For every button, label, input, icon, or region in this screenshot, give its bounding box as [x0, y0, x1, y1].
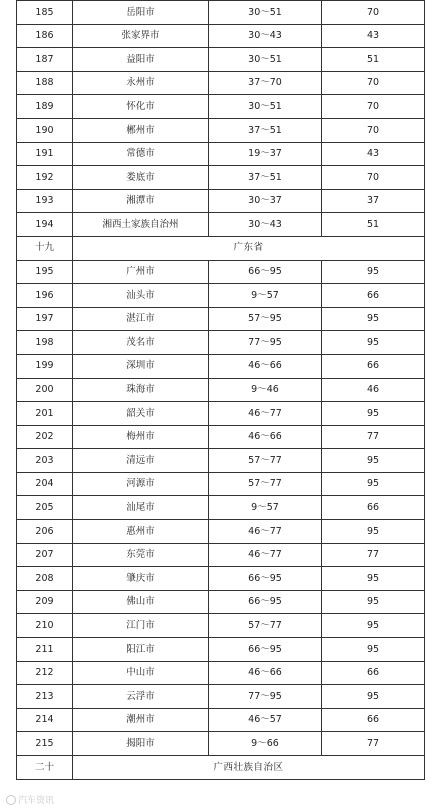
range-cell: 46～57	[209, 708, 322, 732]
table-row	[17, 213, 425, 237]
range-cell: 19～37	[209, 142, 322, 166]
city-name-cell: 广州市	[73, 260, 209, 284]
row-number-cell: 206	[17, 520, 73, 544]
city-name-cell: 潮州市	[73, 708, 209, 732]
value-cell: 43	[322, 142, 425, 166]
value-cell: 37	[322, 189, 425, 213]
table-row	[17, 354, 425, 378]
city-name-cell: 深圳市	[73, 354, 209, 378]
city-name-cell: 茂名市	[73, 331, 209, 355]
value-cell: 95	[322, 472, 425, 496]
row-number-cell: 207	[17, 543, 73, 567]
table-row	[17, 402, 425, 426]
row-number-cell: 201	[17, 402, 73, 426]
value-cell: 95	[322, 614, 425, 638]
value-cell: 95	[322, 685, 425, 709]
value-cell: 95	[322, 567, 425, 591]
range-cell: 9～66	[209, 732, 322, 756]
row-number-cell: 212	[17, 661, 73, 685]
table-row	[17, 449, 425, 473]
table-row	[17, 661, 425, 685]
table-row	[17, 166, 425, 190]
province-number-cell: 十九	[17, 236, 73, 260]
row-number-cell: 199	[17, 354, 73, 378]
table-row	[17, 590, 425, 614]
value-cell: 66	[322, 661, 425, 685]
range-cell: 46～77	[209, 543, 322, 567]
table-row	[17, 732, 425, 756]
value-cell: 77	[322, 732, 425, 756]
city-name-cell: 郴州市	[73, 118, 209, 142]
row-number-cell: 187	[17, 48, 73, 72]
value-cell: 70	[322, 95, 425, 119]
table-row	[17, 496, 425, 520]
value-cell: 70	[322, 118, 425, 142]
row-number-cell: 200	[17, 378, 73, 402]
row-number-cell: 210	[17, 614, 73, 638]
range-cell: 66～95	[209, 567, 322, 591]
value-cell: 77	[322, 543, 425, 567]
value-cell: 66	[322, 284, 425, 308]
row-number-cell: 197	[17, 307, 73, 331]
value-cell: 95	[322, 520, 425, 544]
watermark	[6, 793, 54, 806]
row-number-cell: 214	[17, 708, 73, 732]
document-page	[16, 0, 424, 780]
table-row	[17, 685, 425, 709]
city-name-cell: 东莞市	[73, 543, 209, 567]
range-cell: 9～57	[209, 284, 322, 308]
table-row	[17, 543, 425, 567]
row-number-cell: 194	[17, 213, 73, 237]
row-number-cell: 195	[17, 260, 73, 284]
row-number-cell: 190	[17, 118, 73, 142]
range-cell: 57～95	[209, 307, 322, 331]
table-row	[17, 614, 425, 638]
range-cell: 37～70	[209, 71, 322, 95]
watermark-text: 汽车资讯	[18, 796, 55, 806]
row-number-cell: 213	[17, 685, 73, 709]
city-name-cell: 娄底市	[73, 166, 209, 190]
city-name-cell: 中山市	[73, 661, 209, 685]
row-number-cell: 211	[17, 638, 73, 662]
row-number-cell: 205	[17, 496, 73, 520]
range-cell: 46～77	[209, 402, 322, 426]
range-cell: 46～66	[209, 354, 322, 378]
city-name-cell: 佛山市	[73, 590, 209, 614]
range-cell: 57～77	[209, 614, 322, 638]
table-row	[17, 48, 425, 72]
value-cell: 43	[322, 24, 425, 48]
city-name-cell: 湘潭市	[73, 189, 209, 213]
row-number-cell: 191	[17, 142, 73, 166]
table-row	[17, 1, 425, 25]
value-cell: 46	[322, 378, 425, 402]
table-row	[17, 520, 425, 544]
city-name-cell: 阳江市	[73, 638, 209, 662]
value-cell: 95	[322, 590, 425, 614]
range-cell: 30～51	[209, 1, 322, 25]
range-cell: 30～37	[209, 189, 322, 213]
value-cell: 70	[322, 166, 425, 190]
table-row	[17, 24, 425, 48]
city-name-cell: 永州市	[73, 71, 209, 95]
row-number-cell: 196	[17, 284, 73, 308]
city-name-cell: 韶关市	[73, 402, 209, 426]
table-row	[17, 71, 425, 95]
row-number-cell: 193	[17, 189, 73, 213]
table-row	[17, 95, 425, 119]
table-row	[17, 567, 425, 591]
range-cell: 30～43	[209, 24, 322, 48]
table-row	[17, 284, 425, 308]
city-name-cell: 湘西土家族自治州	[73, 213, 209, 237]
table-row	[17, 260, 425, 284]
city-name-cell: 汕头市	[73, 284, 209, 308]
value-cell: 95	[322, 260, 425, 284]
range-cell: 9～46	[209, 378, 322, 402]
range-cell: 57～77	[209, 449, 322, 473]
city-name-cell: 惠州市	[73, 520, 209, 544]
province-row	[17, 756, 425, 780]
city-name-cell: 梅州市	[73, 425, 209, 449]
city-name-cell: 肇庆市	[73, 567, 209, 591]
table-row	[17, 378, 425, 402]
range-cell: 57～77	[209, 472, 322, 496]
table-row	[17, 307, 425, 331]
range-cell: 77～95	[209, 331, 322, 355]
row-number-cell: 192	[17, 166, 73, 190]
row-number-cell: 185	[17, 1, 73, 25]
value-cell: 95	[322, 449, 425, 473]
value-cell: 95	[322, 402, 425, 426]
table-body	[17, 1, 425, 780]
row-number-cell: 215	[17, 732, 73, 756]
value-cell: 66	[322, 354, 425, 378]
row-number-cell: 188	[17, 71, 73, 95]
value-cell: 66	[322, 708, 425, 732]
range-cell: 77～95	[209, 685, 322, 709]
table-row	[17, 472, 425, 496]
range-cell: 66～95	[209, 590, 322, 614]
city-name-cell: 岳阳市	[73, 1, 209, 25]
city-name-cell: 湛江市	[73, 307, 209, 331]
table-row	[17, 425, 425, 449]
data-table	[16, 0, 425, 780]
province-name-cell: 广东省	[73, 236, 425, 260]
range-cell: 46～77	[209, 520, 322, 544]
range-cell: 46～66	[209, 661, 322, 685]
range-cell: 30～51	[209, 48, 322, 72]
table-row	[17, 331, 425, 355]
range-cell: 66～95	[209, 260, 322, 284]
range-cell: 9～57	[209, 496, 322, 520]
table-row	[17, 142, 425, 166]
value-cell: 51	[322, 48, 425, 72]
range-cell: 37～51	[209, 166, 322, 190]
row-number-cell: 189	[17, 95, 73, 119]
logo-icon	[6, 795, 16, 805]
range-cell: 66～95	[209, 638, 322, 662]
row-number-cell: 198	[17, 331, 73, 355]
city-name-cell: 江门市	[73, 614, 209, 638]
range-cell: 30～43	[209, 213, 322, 237]
row-number-cell: 204	[17, 472, 73, 496]
city-name-cell: 怀化市	[73, 95, 209, 119]
value-cell: 70	[322, 71, 425, 95]
city-name-cell: 云浮市	[73, 685, 209, 709]
province-name-cell: 广西壮族自治区	[73, 756, 425, 780]
value-cell: 51	[322, 213, 425, 237]
range-cell: 46～66	[209, 425, 322, 449]
value-cell: 95	[322, 638, 425, 662]
table-row	[17, 708, 425, 732]
row-number-cell: 209	[17, 590, 73, 614]
value-cell: 66	[322, 496, 425, 520]
table-row	[17, 189, 425, 213]
province-number-cell: 二十	[17, 756, 73, 780]
province-row	[17, 236, 425, 260]
value-cell: 95	[322, 307, 425, 331]
row-number-cell: 186	[17, 24, 73, 48]
city-name-cell: 常德市	[73, 142, 209, 166]
city-name-cell: 汕尾市	[73, 496, 209, 520]
value-cell: 77	[322, 425, 425, 449]
value-cell: 70	[322, 1, 425, 25]
table-row	[17, 638, 425, 662]
city-name-cell: 河源市	[73, 472, 209, 496]
city-name-cell: 清远市	[73, 449, 209, 473]
range-cell: 37～51	[209, 118, 322, 142]
row-number-cell: 208	[17, 567, 73, 591]
value-cell: 95	[322, 331, 425, 355]
city-name-cell: 揭阳市	[73, 732, 209, 756]
city-name-cell: 益阳市	[73, 48, 209, 72]
range-cell: 30～51	[209, 95, 322, 119]
row-number-cell: 202	[17, 425, 73, 449]
city-name-cell: 珠海市	[73, 378, 209, 402]
city-name-cell: 张家界市	[73, 24, 209, 48]
table-row	[17, 118, 425, 142]
row-number-cell: 203	[17, 449, 73, 473]
